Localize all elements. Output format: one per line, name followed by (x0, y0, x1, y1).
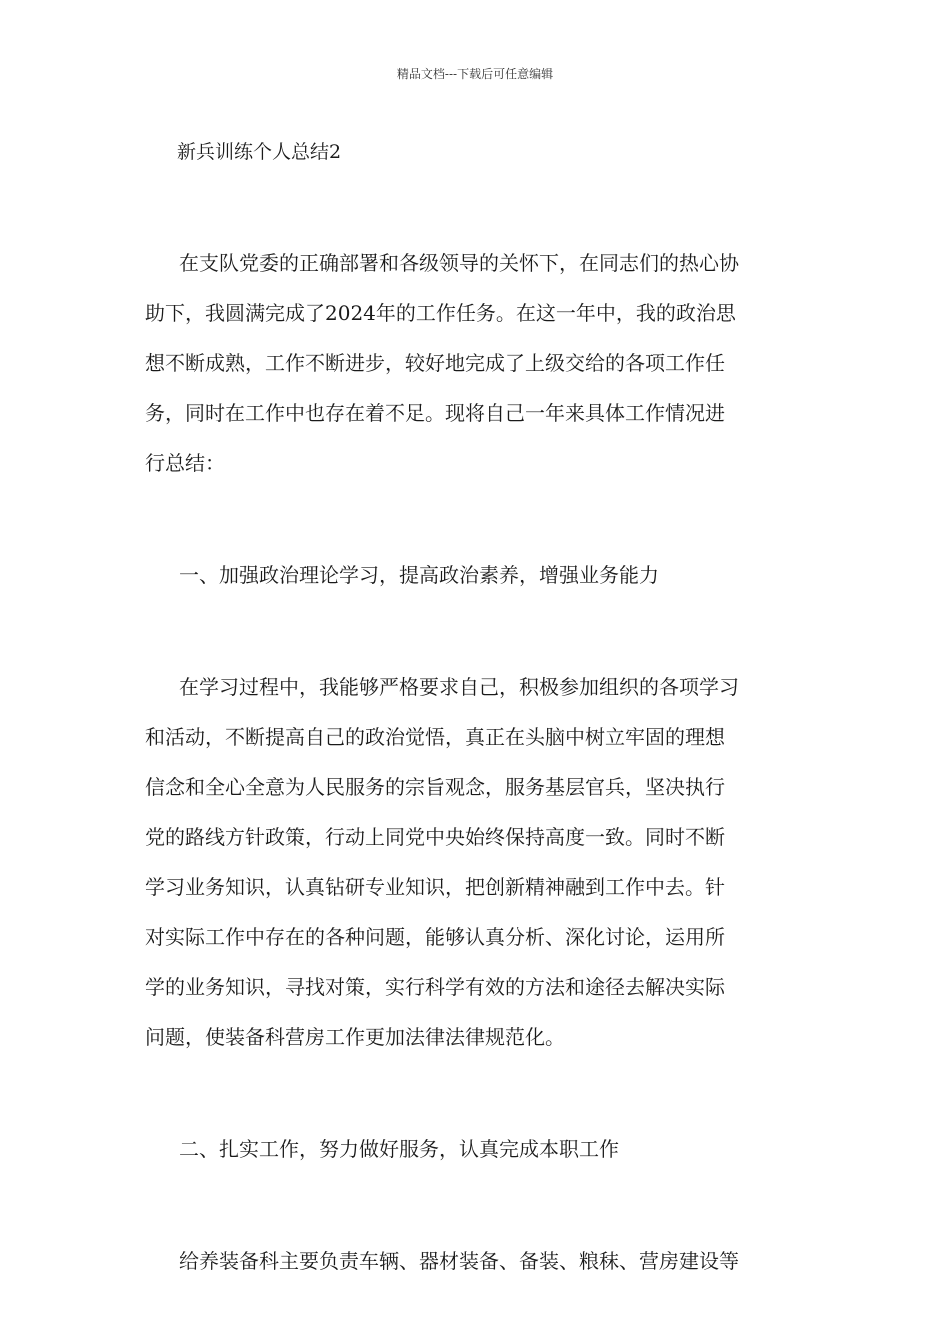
paragraph-line: 信念和全心全意为人民服务的宗旨观念，服务基层官兵，坚决执行 (145, 775, 725, 799)
paragraph-line: 在支队党委的正确部署和各级领导的关怀下，在同志们的热心协 (179, 251, 739, 275)
paragraph-line: 在学习过程中，我能够严格要求自己，积极参加组织的各项学习 (179, 675, 739, 699)
paragraph-line: 行总结： (145, 451, 225, 475)
document-body (145, 138, 807, 1286)
document-title: 新兵训练个人总结2 (177, 141, 342, 163)
paragraph-study (145, 662, 807, 1062)
paragraph-line: 问题，使装备科营房工作更加法律法律规范化。 (145, 1025, 565, 1049)
section-heading-text: 一、加强政治理论学习，提高政治素养，增强业务能力 (179, 563, 659, 587)
paragraph-line: 学习业务知识，认真钻研专业知识，把创新精神融到工作中去。针 (145, 875, 725, 899)
paragraph-intro (145, 238, 807, 488)
paragraph-line: 对实际工作中存在的各种问题，能够认真分析、深化讨论，运用所 (145, 925, 725, 949)
paragraph-line: 务，同时在工作中也存在着不足。现将自己一年来具体工作情况进 (145, 401, 725, 425)
paragraph-line: 学的业务知识，寻找对策，实行科学有效的方法和途径去解决实际 (145, 975, 725, 999)
page-header: 精品文档---下载后可任意编辑 (396, 67, 554, 81)
paragraph-line: 助下，我圆满完成了2024年的工作任务。在这一年中，我的政治思 (145, 301, 736, 325)
paragraph-duties (145, 1236, 807, 1286)
paragraph-line: 党的路线方针政策，行动上同党中央始终保持高度一致。同时不断 (145, 825, 725, 849)
section-heading-1 (145, 550, 807, 600)
paragraph-line: 想不断成熟，工作不断进步，较好地完成了上级交给的各项工作任 (145, 351, 725, 375)
paragraph-line: 和活动，不断提高自己的政治觉悟，真正在头脑中树立牢固的理想 (145, 725, 725, 749)
section-heading-2 (145, 1124, 807, 1174)
paragraph-line: 给养装备科主要负责车辆、器材装备、备装、粮秣、营房建设等 (179, 1249, 739, 1273)
section-heading-text: 二、扎实工作，努力做好服务，认真完成本职工作 (179, 1137, 619, 1161)
